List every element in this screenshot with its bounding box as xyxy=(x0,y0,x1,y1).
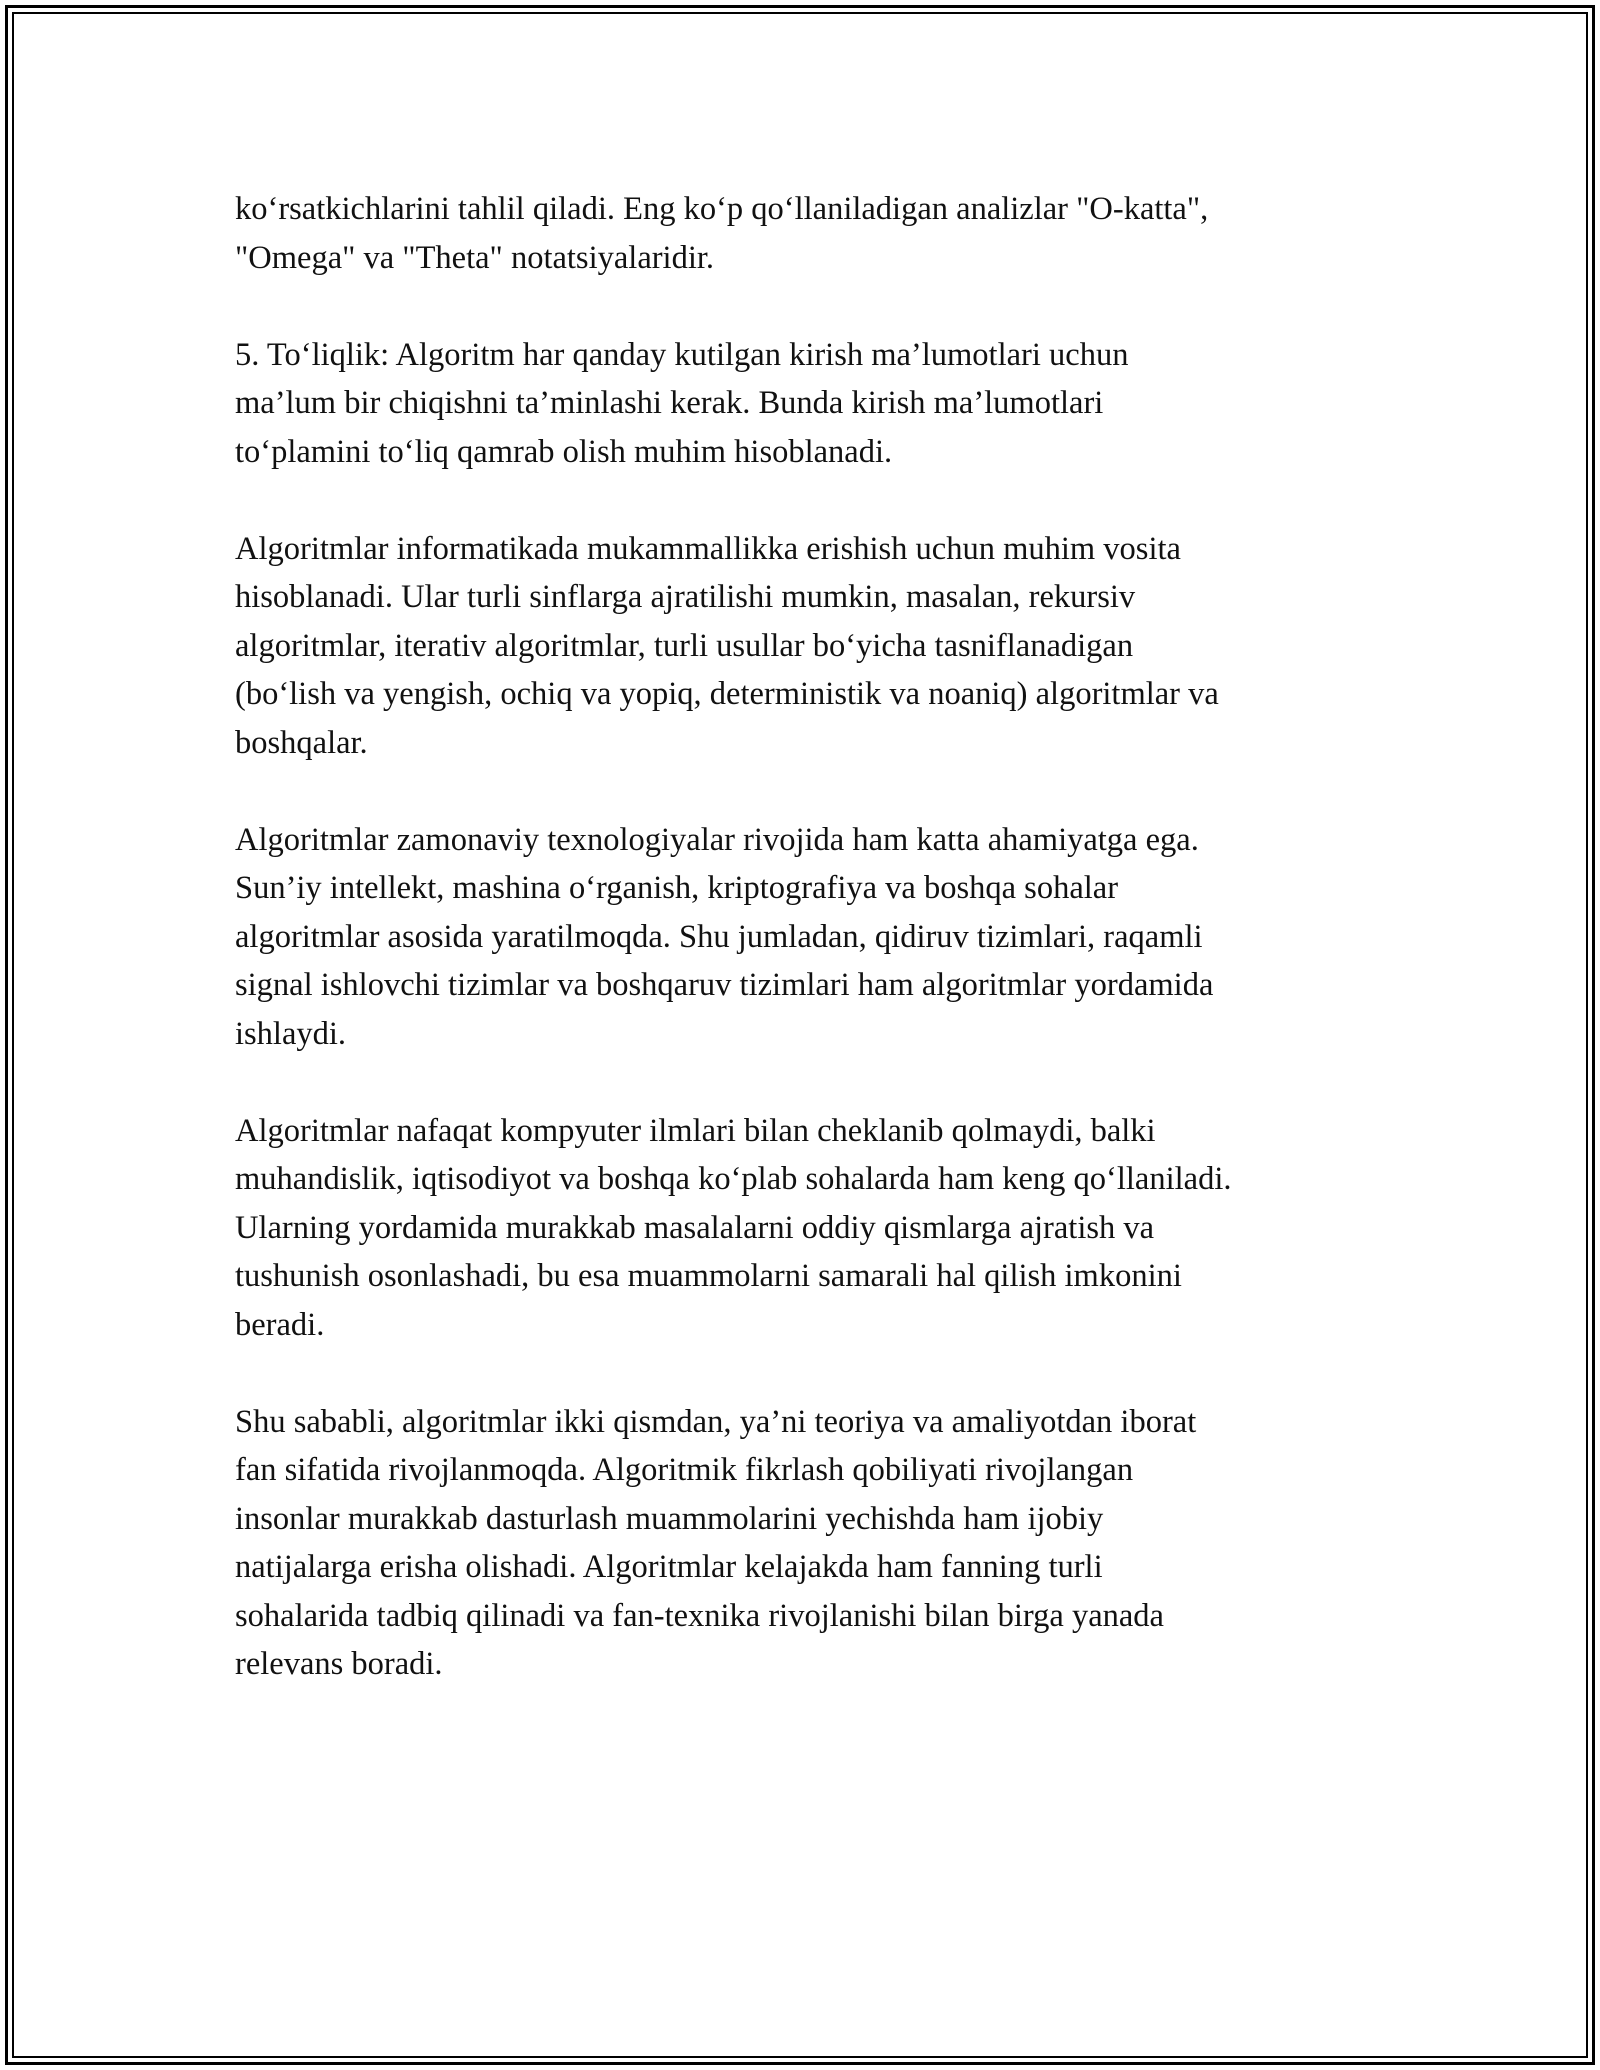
paragraph: Shu sababli, algoritmlar ikki qismdan, ya’ni teoriya va amaliyotdan iborat fan sifatida rivojlanmoqda. Algoritmik fikrlash qobiliyati rivojlangan insonlar murakkab dasturlash muammolarini yechishda ham ijobiy natijalarga erisha olishadi. Algoritmlar kelajakda ham fanning turli sohalarida tadbiq qilinadi va fan-texnika rivojlanishi bilan birga yanada relevans boradi. xyxy=(235,1403,1197,1682)
paragraph: Algoritmlar informatikada mukammallikka erishish uchun muhim vosita hisoblanadi. Ular turli sinflarga ajratilishi mumkin, masalan, rekursiv algoritmlar, iterativ algoritmlar, turli usullar bo‘yicha tasniflanadigan (bo‘lish va yengish, ochiq va yopiq, deterministik va noaniq) algoritmlar va boshqalar. xyxy=(235,530,1219,761)
paragraph: Algoritmlar nafaqat kompyuter ilmlari bilan cheklanib qolmaydi, balki muhandislik, iqtisodiyot va boshqa ko‘plab sohalarda ham keng qo‘llaniladi. Ularning yordamida murakkab masalalarni oddiy qismlarga ajratish va tushunish osonlashadi, bu esa muammolarni samarali hal qilish imkonini beradi. xyxy=(235,1112,1232,1343)
paragraph: Algoritmlar zamonaviy texnologiyalar rivojida ham katta ahamiyatga ega. Sun’iy intellekt, mashina o‘rganish, kriptografiya va boshqa sohalar algoritmlar asosida yaratilmoqda. Shu jumladan, qidiruv tizimlari, raqamli signal ishlovchi tizimlar va boshqaruv tizimlari ham algoritmlar yordamida ishlaydi. xyxy=(235,821,1214,1052)
paragraph: ko‘rsatkichlarini tahlil qiladi. Eng ko‘p qo‘llaniladigan analizlar "O-katta", "Omega" va "Theta" notatsiyalaridir. xyxy=(235,191,1209,276)
paragraph: 5. To‘liqlik: Algoritm har qanday kutilgan kirish ma’lumotlari uchun ma’lum bir chiqishni ta’minlashi kerak. Bunda kirish ma’lumotlari to‘plamini to‘liq qamrab olish muhim hisoblanadi. xyxy=(235,336,1129,470)
document-body xyxy=(235,185,1395,1737)
